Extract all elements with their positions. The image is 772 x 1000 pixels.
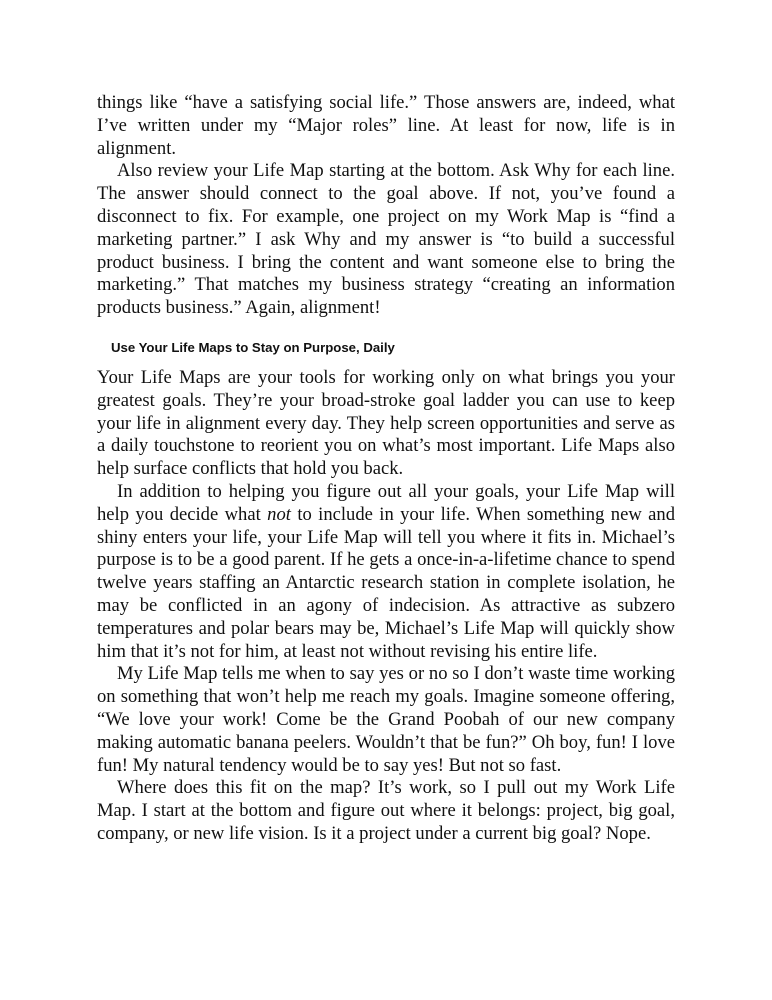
paragraph-where-does-this-fit: Where does this fit on the map? It’s work, so I pull out my Work Life Map. I start at the bottom and figure out where it belongs: project, big goal, company, or new life vision. Is it a project under a current big goal? Nope.	[97, 777, 675, 844]
paragraph-review-life-map: Also review your Life Map starting at the bottom. Ask Why for each line. The answer should connect to the goal above. If not, you’ve found a disconnect to fix. For example, one project on my Work Map is “find a marketing partner.” I ask Why and my answer is “to build a successful product business. I bring the content and want someone else to bring the marketing.” That matches my business strategy “creating an information products business.” Again, alignment!	[97, 160, 675, 319]
section-heading: Use Your Life Maps to Stay on Purpose, Daily	[111, 339, 395, 355]
paragraph-life-maps-tools: Your Life Maps are your tools for working only on what brings you your greatest goals. They’re your broad-stroke goal ladder you can use to keep your life in alignment every day. They help screen opportunities and serve as a daily touchstone to reorient you on what’s most important. Life Maps also help surface conflicts that hold you back.	[97, 366, 675, 480]
document-page	[97, 92, 675, 846]
emphasis-not: not	[267, 503, 291, 525]
paragraph-say-yes-or-no: My Life Map tells me when to say yes or no so I don’t waste time working on something that won’t help me reach my goals. Imagine someone offering, “We love your work! Come be the Grand Poobah of our new company making automatic banana peelers. Wouldn’t that be fun?” Oh boy, fun! I love fun! My natural tendency would be to say yes! But not so fast.	[97, 663, 675, 776]
paragraph-continued: things like “have a satisfying social life.” Those answers are, indeed, what I’ve written under my “Major roles” line. At least for now, life is in alignment.	[97, 92, 675, 159]
text-run: In addition to helping you figure out all your goals, your Life Map will help you decide what	[97, 480, 675, 525]
paragraph-decide-what-not	[97, 481, 675, 663]
text-run: to include in your life. When something new and shiny enters your life, your Life Map will tell you where it fits in. Michael’s purpose is to be a good parent. If he gets a once-in-a-lifetime chance to spend twelve years staffing an Antarctic research station in complete isolation, he may be conflicted in an agony of indecision. As attractive as subzero temperatures and polar bears may be, Michael’s Life Map will quickly show him that it’s not for him, at least not without revising his entire life.	[97, 503, 675, 662]
